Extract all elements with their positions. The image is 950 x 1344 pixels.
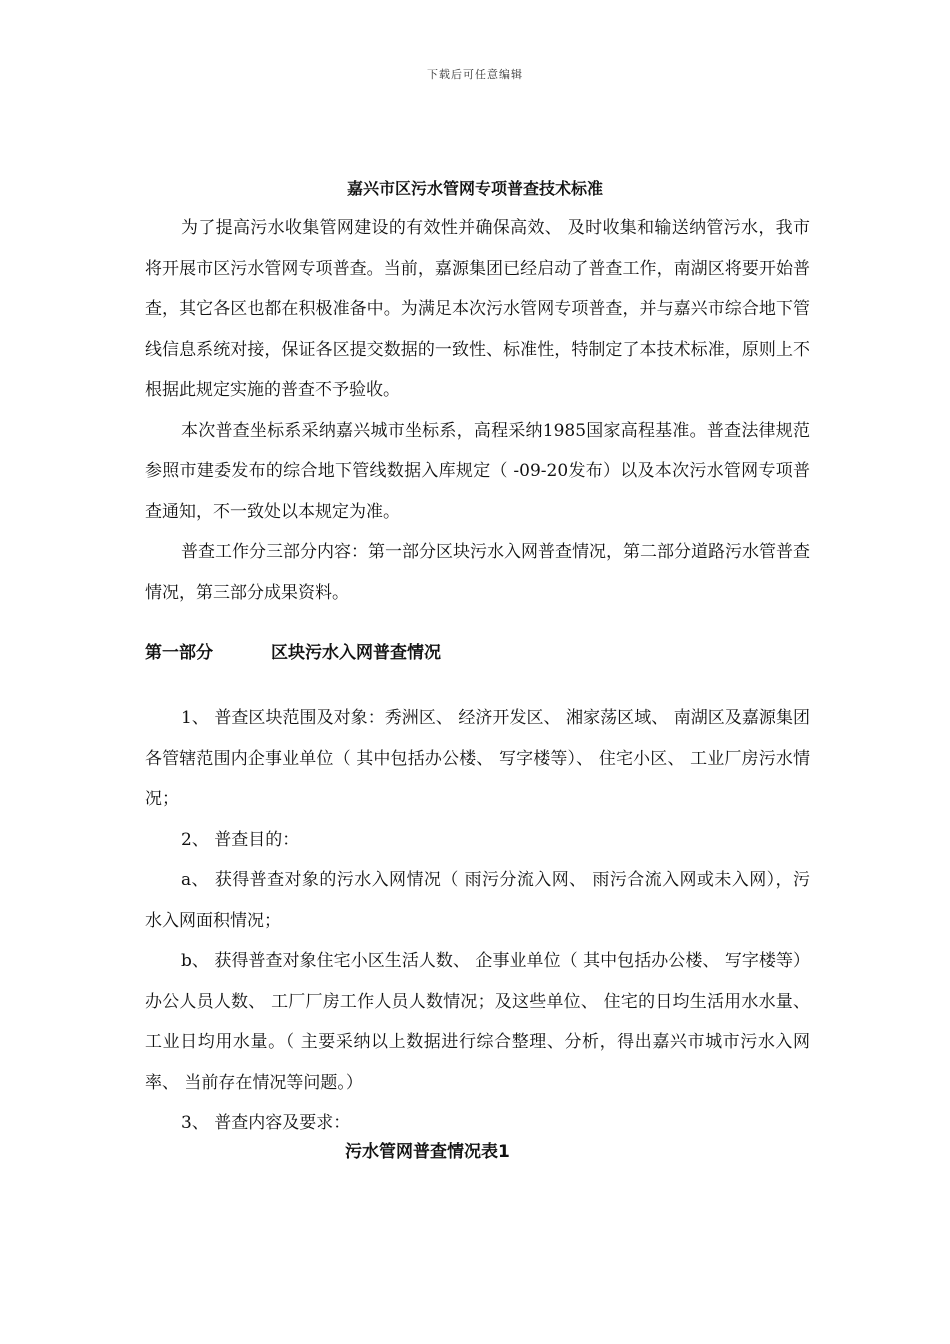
list-item: b、 获得普查对象住宅小区生活人数、 企事业单位（ 其中包括办公楼、 写字楼等）办公人员人数、 工厂厂房工作人员人数情况；及这些单位、 住宅的日均生活用水水量、 工业日均用水量。（ 主要采纳以上数据进行综合整理、分析，得出嘉兴市城市污水入网率、 当前存在情况等问题。）	[145, 951, 810, 1093]
list-item: 3、 普查内容及要求：	[181, 1113, 351, 1133]
intro-section	[145, 208, 810, 613]
part-one-heading	[145, 638, 441, 663]
intro-paragraph: 普查工作分三部分内容：第一部分区块污水入网普查情况，第二部分道路污水管普查情况，第三部分成果资料。	[145, 542, 810, 603]
part-one-body	[145, 698, 810, 1144]
part-one-title: 区块污水入网普查情况	[271, 643, 441, 663]
part-one-label: 第一部分	[145, 643, 213, 663]
list-item: a、 获得普查对象的污水入网情况（ 雨污分流入网、 雨污合流入网或未入网），污水入网面积情况；	[145, 870, 810, 931]
intro-paragraph: 本次普查坐标系采纳嘉兴城市坐标系，高程采纳1985国家高程基准。普查法律规范参照市建委发布的综合地下管线数据入库规定（ -09-20发布）以及本次污水管网专项普查通知，不一致处以本规定为准。	[145, 420, 810, 522]
list-item: 1、 普查区块范围及对象：秀洲区、 经济开发区、 湘家荡区域、 南湖区及嘉源集团各管辖范围内企事业单位（ 其中包括办公楼、 写字楼等）、 住宅小区、 工业厂房污水情况；	[145, 708, 810, 809]
document-title: 嘉兴市区污水管网专项普查技术标准	[346, 179, 603, 198]
header-note: 下载后可任意编辑	[427, 68, 523, 81]
table-caption: 污水管网普查情况表1	[345, 1142, 510, 1162]
list-item: 2、 普查目的：	[181, 829, 300, 850]
intro-paragraph: 为了提高污水收集管网建设的有效性并确保高效、 及时收集和输送纳管污水，我市将开展市区污水管网专项普查。当前，嘉源集团已经启动了普查工作，南湖区将要开始普查，其它各区也都在积极准备中。为满足本次污水管网专项普查，并与嘉兴市综合地下管线信息系统对接，保证各区提交数据的一致性、标准性，特制定了本技术标准，原则上不根据此规定实施的普查不予验收。	[145, 218, 810, 400]
